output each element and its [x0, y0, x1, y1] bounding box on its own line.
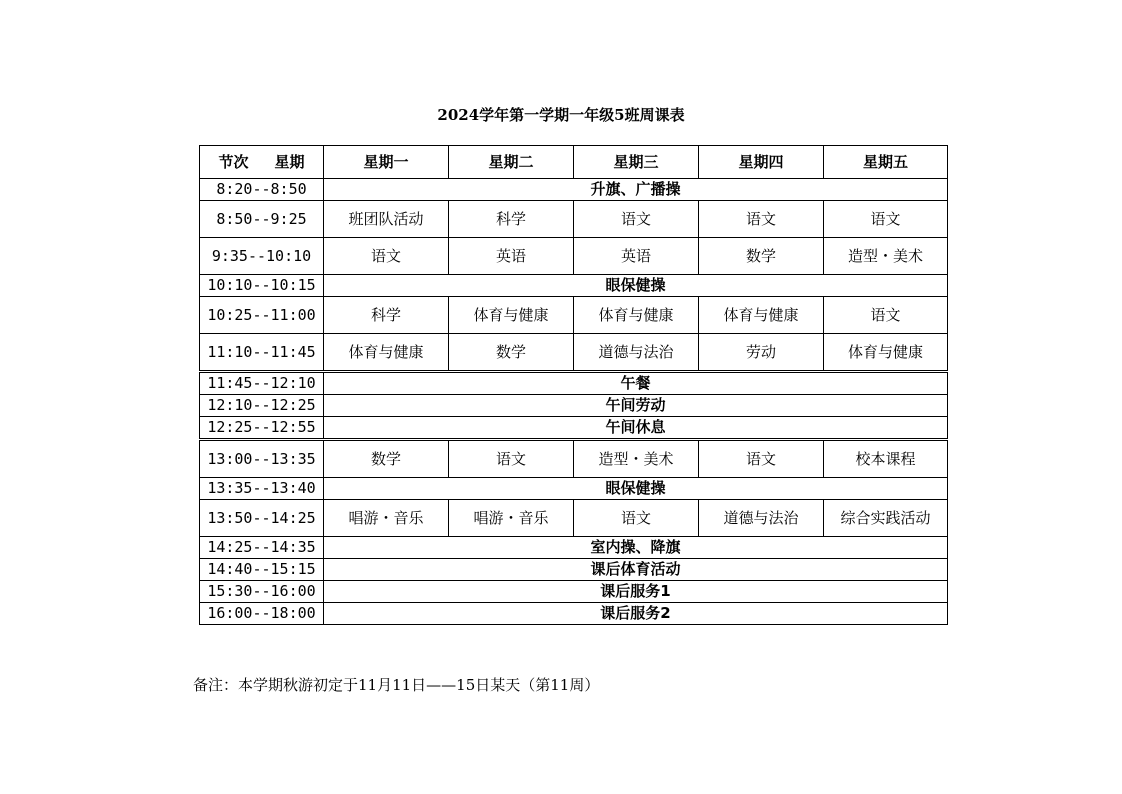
activity-span-cell: 课后服务1 [324, 581, 948, 603]
course-cell: 道德与法治 [574, 334, 699, 372]
day-header-tuesday: 星期二 [449, 146, 574, 179]
day-header-friday: 星期五 [824, 146, 948, 179]
course-cell: 劳动 [699, 334, 824, 372]
course-cell: 校本课程 [824, 440, 948, 478]
course-cell: 科学 [449, 201, 574, 238]
course-cell: 语文 [699, 440, 824, 478]
header-row [200, 146, 948, 179]
activity-span-cell: 眼保健操 [324, 478, 948, 500]
weekday-header-label: 星期 [274, 152, 305, 171]
time-slot-cell: 13:35--13:40 [200, 478, 324, 500]
time-slot-cell: 10:25--11:00 [200, 297, 324, 334]
course-cell: 语文 [824, 201, 948, 238]
time-slot-cell: 10:10--10:15 [200, 275, 324, 297]
course-cell: 体育与健康 [699, 297, 824, 334]
course-cell: 体育与健康 [574, 297, 699, 334]
course-cell: 英语 [449, 238, 574, 275]
corner-header-cell [200, 146, 324, 179]
table-row [200, 372, 948, 395]
course-cell: 唱游・音乐 [449, 500, 574, 537]
time-slot-cell: 12:25--12:55 [200, 417, 324, 440]
course-cell: 数学 [324, 440, 449, 478]
period-header-label: 节次 [218, 152, 249, 171]
activity-span-cell: 午间休息 [324, 417, 948, 440]
time-slot-cell: 16:00--18:00 [200, 603, 324, 625]
course-cell: 唱游・音乐 [324, 500, 449, 537]
activity-span-cell: 午间劳动 [324, 395, 948, 417]
course-cell: 数学 [699, 238, 824, 275]
table-row [200, 238, 948, 275]
table-row [200, 201, 948, 238]
course-cell: 体育与健康 [824, 334, 948, 372]
activity-span-cell: 升旗、广播操 [324, 179, 948, 201]
course-cell: 造型・美术 [574, 440, 699, 478]
activity-span-cell: 室内操、降旗 [324, 537, 948, 559]
course-cell: 体育与健康 [449, 297, 574, 334]
course-cell: 体育与健康 [324, 334, 449, 372]
course-cell: 英语 [574, 238, 699, 275]
time-slot-cell: 14:25--14:35 [200, 537, 324, 559]
page-title: 2024学年第一学期一年级5班周课表 [437, 106, 685, 124]
table-row [200, 500, 948, 537]
course-cell: 数学 [449, 334, 574, 372]
course-cell: 道德与法治 [699, 500, 824, 537]
table-row [200, 395, 948, 417]
activity-span-cell: 眼保健操 [324, 275, 948, 297]
time-slot-cell: 12:10--12:25 [200, 395, 324, 417]
course-cell: 语文 [699, 201, 824, 238]
activity-span-cell: 午餐 [324, 372, 948, 395]
time-slot-cell: 11:10--11:45 [200, 334, 324, 372]
day-header-monday: 星期一 [324, 146, 449, 179]
footnote: 备注：本学期秋游初定于11月11日——15日某天（第11周） [193, 676, 600, 694]
course-cell: 语文 [824, 297, 948, 334]
table-row [200, 179, 948, 201]
time-slot-cell: 14:40--15:15 [200, 559, 324, 581]
course-cell: 班团队活动 [324, 201, 449, 238]
table-row [200, 334, 948, 372]
time-slot-cell: 8:20--8:50 [200, 179, 324, 201]
course-cell: 语文 [574, 500, 699, 537]
activity-span-cell: 课后服务2 [324, 603, 948, 625]
day-header-thursday: 星期四 [699, 146, 824, 179]
day-header-wednesday: 星期三 [574, 146, 699, 179]
table-row [200, 537, 948, 559]
table-row [200, 297, 948, 334]
course-cell: 造型・美术 [824, 238, 948, 275]
course-cell: 科学 [324, 297, 449, 334]
course-cell: 语文 [449, 440, 574, 478]
time-slot-cell: 13:50--14:25 [200, 500, 324, 537]
time-slot-cell: 11:45--12:10 [200, 372, 324, 395]
table-row [200, 275, 948, 297]
table-row [200, 417, 948, 440]
time-slot-cell: 13:00--13:35 [200, 440, 324, 478]
table-row [200, 581, 948, 603]
activity-span-cell: 课后体育活动 [324, 559, 948, 581]
schedule-table [199, 145, 948, 625]
table-row [200, 559, 948, 581]
time-slot-cell: 8:50--9:25 [200, 201, 324, 238]
time-slot-cell: 9:35--10:10 [200, 238, 324, 275]
course-cell: 语文 [574, 201, 699, 238]
time-slot-cell: 15:30--16:00 [200, 581, 324, 603]
table-row [200, 603, 948, 625]
course-cell: 综合实践活动 [824, 500, 948, 537]
table-row [200, 478, 948, 500]
table-row [200, 440, 948, 478]
course-cell: 语文 [324, 238, 449, 275]
